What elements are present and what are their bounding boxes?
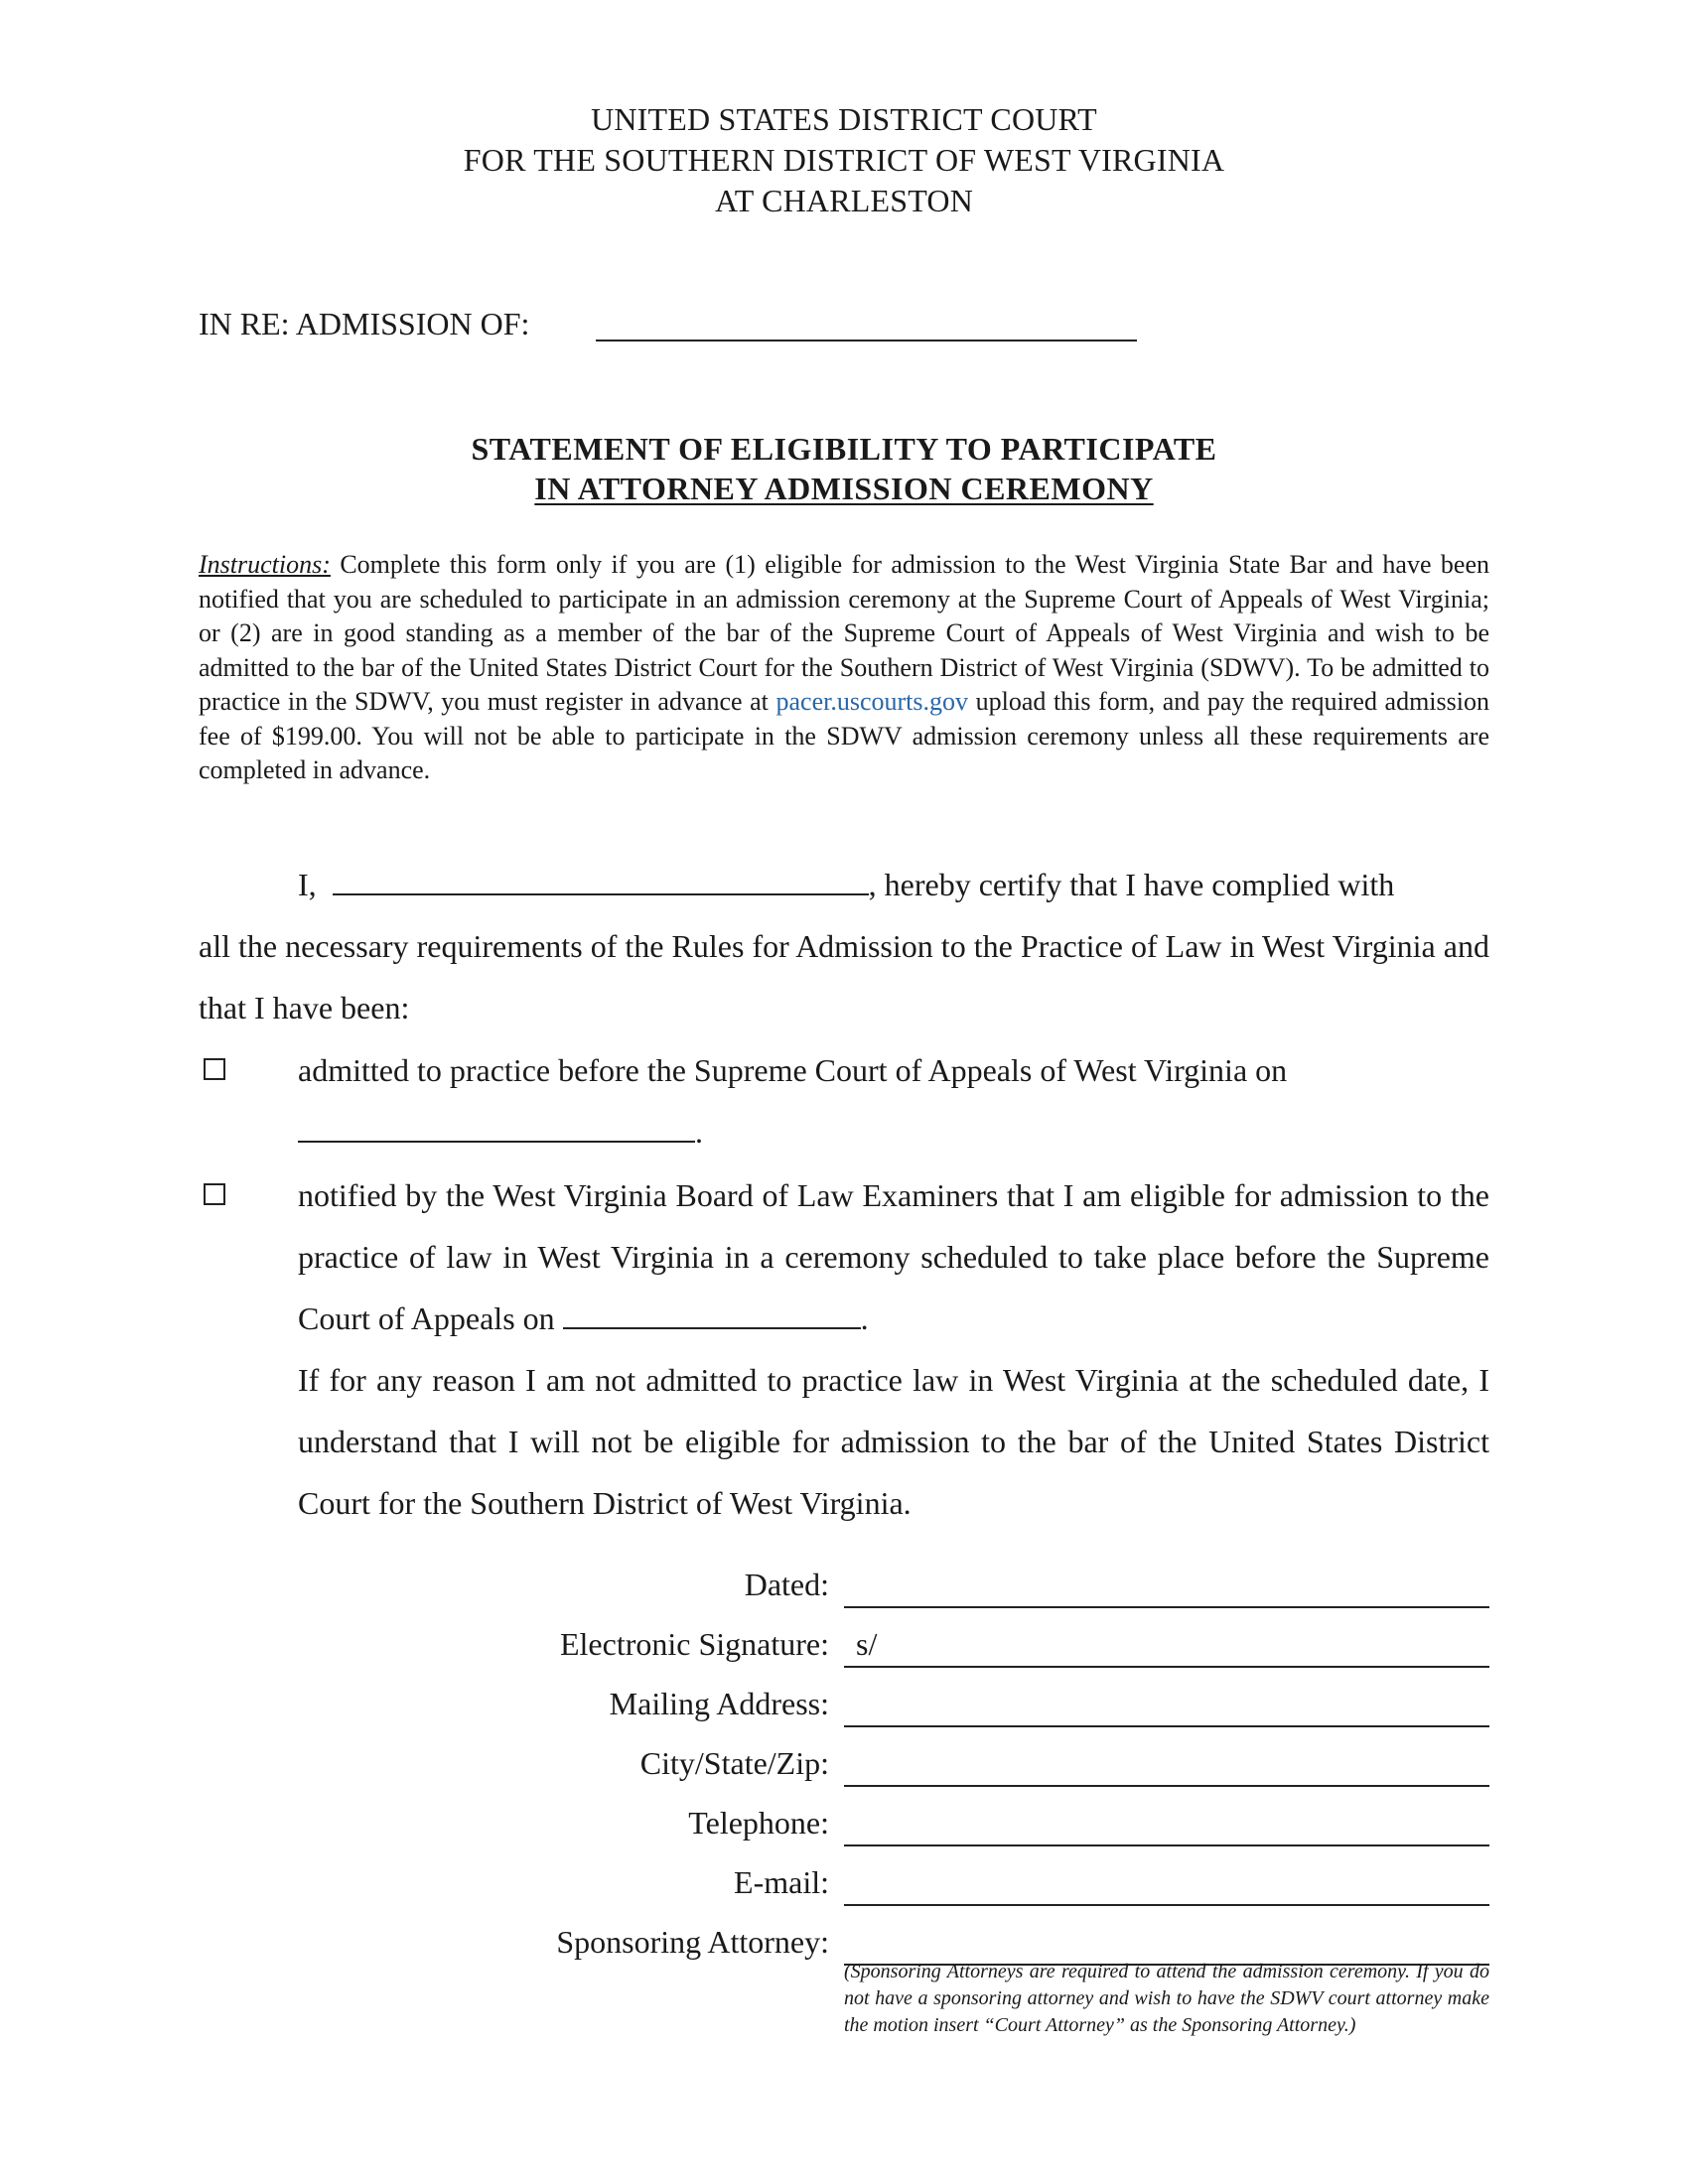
instructions-text-1: Complete this form only if you are (1) eligible for admission to the West Virginia State Bar and have been notified that you are scheduled to participate in an admission ceremony at the Supreme Court of Appeals of West Virginia; or (2) are in good standing as a member of the bar of the Supreme Court of Appeals of West Virginia and wish to be admitted to the bar of the United States District Court for the Southern District of West Virginia (SDWV). To be admitted to practice in the SDWV, you must register in advance at [199, 550, 1489, 716]
option2-text [298, 1164, 1489, 1349]
city-state-zip-field[interactable] [844, 1785, 1489, 1787]
telephone-field[interactable] [844, 1844, 1489, 1846]
instructions-paragraph [199, 548, 1489, 788]
certification-suffix: , hereby certify that I have complied with [868, 867, 1395, 902]
dated-label: Dated: [744, 1567, 829, 1602]
sponsor-note: (Sponsoring Attorneys are required to attend the admission ceremony. If you do not have a sponsoring attorney and wish to have the SDWV court attorney make the motion insert “Court Attorney” as the Sponsoring Attorney.) [844, 1961, 1489, 2036]
email-field[interactable] [844, 1904, 1489, 1906]
form-title-line2: IN ATTORNEY ADMISSION CEREMONY [534, 471, 1154, 506]
instructions-text-2: upload this form, and pay the required admission fee of $199.00. You will not be able to participate in the SDWV admission ceremony unless all these requirements are completed in advance. [199, 687, 1489, 784]
signature-prefix: s/ [856, 1626, 878, 1662]
option1-checkbox[interactable] [204, 1058, 225, 1080]
instructions-lead: Instructions: [199, 550, 331, 579]
option1-label: admitted to practice before the Supreme Court of Appeals of West Virginia on [298, 1052, 1288, 1088]
court-header [0, 99, 1688, 221]
form-title-line1: STATEMENT OF ELIGIBILITY TO PARTICIPATE [471, 431, 1217, 467]
option1-text [298, 1039, 1489, 1162]
mailing-address-field[interactable] [844, 1725, 1489, 1727]
option1-end: . [695, 1114, 703, 1150]
certification-body: all the necessary requirements of the Rules for Admission to the Practice of Law in West Virginia and that I have been: [199, 928, 1489, 1025]
signature-field[interactable] [844, 1666, 1489, 1668]
form-title [0, 429, 1688, 508]
court-location: AT CHARLESTON [714, 183, 974, 218]
option1-date-field[interactable] [298, 1140, 695, 1143]
email-label: E-mail: [734, 1864, 829, 1900]
certification-prefix: I, [298, 867, 317, 902]
admission-name-field[interactable] [596, 340, 1137, 341]
option2-date-field[interactable] [563, 1326, 861, 1329]
certifier-name-field[interactable] [333, 892, 869, 895]
signature-label: Electronic Signature: [559, 1626, 829, 1662]
option2-end: . [860, 1300, 869, 1336]
city-state-zip-label: City/State/Zip: [639, 1745, 829, 1781]
dated-field[interactable] [844, 1606, 1489, 1608]
option2-label: notified by the West Virginia Board of Law Examiners that I am eligible for admission to the practice of law in West Virginia in a ceremony scheduled to take place before the Supreme Court of Appeals on [298, 1177, 1489, 1336]
court-district: FOR THE SOUTHERN DISTRICT OF WEST VIRGINIA [463, 142, 1225, 178]
option2-note: If for any reason I am not admitted to practice law in West Virginia at the scheduled date, I understand that I will not be eligible for admission to the bar of the United States District Court for the Southern District of West Virginia. [298, 1362, 1489, 1521]
certification-line [298, 854, 1489, 915]
telephone-label: Telephone: [688, 1805, 829, 1841]
mailing-address-label: Mailing Address: [609, 1686, 829, 1721]
option2-checkbox[interactable] [204, 1183, 225, 1205]
pacer-link[interactable]: pacer.uscourts.gov [775, 687, 969, 716]
in-re-label: IN RE: ADMISSION OF: [199, 306, 530, 341]
sponsoring-attorney-label: Sponsoring Attorney: [556, 1924, 829, 1960]
court-name: UNITED STATES DISTRICT COURT [591, 101, 1097, 137]
